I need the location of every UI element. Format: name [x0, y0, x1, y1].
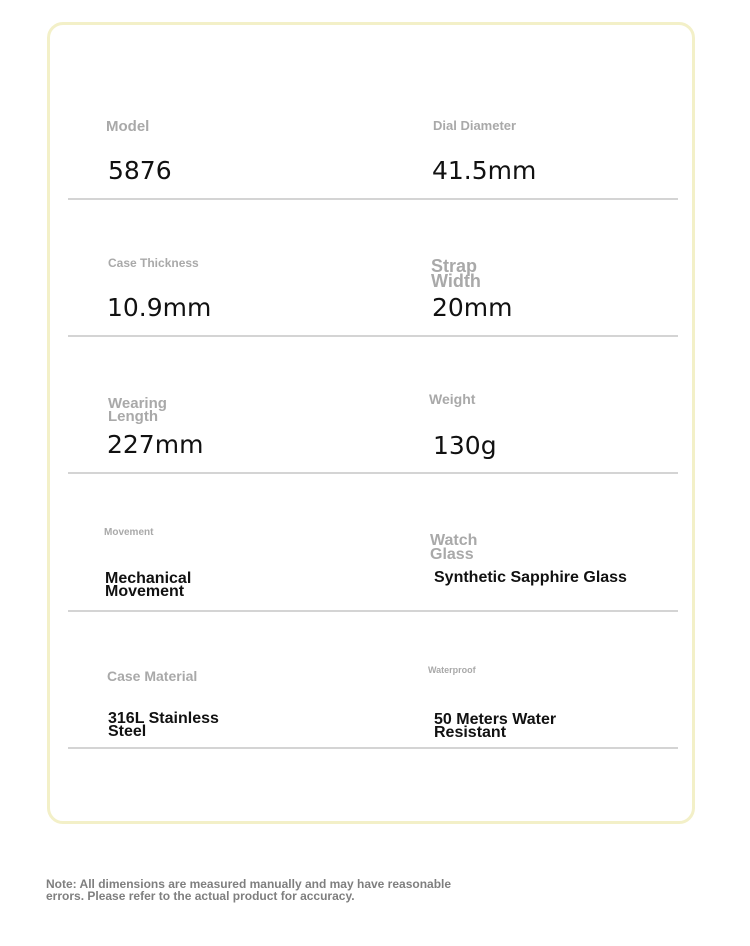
spec-cell-watch-glass: [430, 473, 730, 610]
spec-label: Strap Width: [431, 256, 481, 292]
spec-label: Case Thickness: [108, 256, 199, 270]
spec-cell-model: [106, 61, 406, 198]
spec-value: Mechanical Movement: [105, 570, 192, 600]
spec-value: 316L Stainless Steel: [108, 710, 219, 740]
spec-value: Synthetic Sapphire Glass: [434, 569, 627, 586]
spec-row: [68, 473, 678, 612]
spec-value: 50 Meters Water Resistant: [434, 711, 557, 741]
spec-row: [68, 610, 678, 749]
spec-cell-wearing-length: [106, 335, 406, 472]
spec-label: Movement: [104, 527, 154, 538]
spec-cell-case-material: [106, 610, 406, 747]
spec-value: 10.9mm: [107, 293, 212, 322]
spec-row: [68, 198, 678, 337]
spec-cell-waterproof: [430, 610, 730, 747]
spec-value: 130g: [433, 431, 497, 460]
spec-cell-movement: [106, 473, 406, 610]
spec-label: Model: [106, 118, 150, 135]
spec-row: [68, 61, 678, 200]
spec-value: 227mm: [107, 430, 204, 459]
spec-cell-strap-width: [430, 198, 730, 335]
spec-label: Wearing Length: [108, 395, 167, 425]
spec-row: [68, 335, 678, 474]
spec-label: Weight: [429, 391, 476, 407]
spec-label: Waterproof: [428, 665, 476, 675]
spec-cell-dial-diameter: [430, 61, 730, 198]
spec-value: 41.5mm: [432, 156, 537, 185]
spec-label: Dial Diameter: [433, 118, 517, 133]
disclaimer-note: Note: All dimensions are measured manually and may have reasonable errors. Please refer to the actual product for accuracy.: [46, 877, 452, 903]
spec-value: 5876: [108, 156, 172, 185]
spec-value: 20mm: [432, 293, 513, 322]
spec-cell-case-thickness: [106, 198, 406, 335]
spec-cell-weight: [430, 335, 730, 472]
spec-label: Watch Glass: [430, 532, 478, 563]
spec-label: Case Material: [107, 668, 198, 684]
